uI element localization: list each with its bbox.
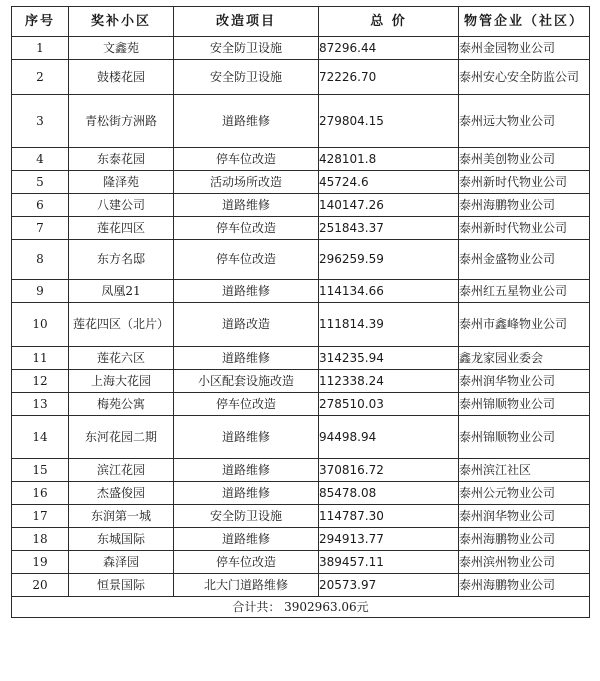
- property-company: 泰州滨州物业公司: [459, 551, 590, 574]
- property-company: 泰州远大物业公司: [459, 95, 590, 148]
- community-name: 上海大花园: [69, 370, 174, 393]
- table-row: [12, 95, 590, 148]
- header-community: 奖补小区: [69, 7, 174, 37]
- row-number: 17: [12, 505, 69, 528]
- property-company: 泰州锦顺物业公司: [459, 416, 590, 459]
- property-company: 泰州润华物业公司: [459, 505, 590, 528]
- row-number: 12: [12, 370, 69, 393]
- total-price: 296259.59: [319, 240, 459, 280]
- table-row: [12, 370, 590, 393]
- community-name: 莲花四区: [69, 217, 174, 240]
- property-company: 泰州美创物业公司: [459, 148, 590, 171]
- community-name: 东方名邸: [69, 240, 174, 280]
- row-number: 3: [12, 95, 69, 148]
- row-number: 16: [12, 482, 69, 505]
- total-price: 314235.94: [319, 347, 459, 370]
- community-name: 鼓楼花园: [69, 60, 174, 95]
- total-price: 140147.26: [319, 194, 459, 217]
- project-type: 停车位改造: [174, 551, 319, 574]
- property-company: 泰州市鑫峰物业公司: [459, 303, 590, 347]
- project-type: 安全防卫设施: [174, 505, 319, 528]
- table-row: [12, 240, 590, 280]
- project-type: 道路维修: [174, 95, 319, 148]
- table-row: [12, 528, 590, 551]
- property-company: 泰州新时代物业公司: [459, 217, 590, 240]
- row-number: 5: [12, 171, 69, 194]
- watermark-overlay: [516, 653, 594, 669]
- project-type: 道路维修: [174, 280, 319, 303]
- row-number: 20: [12, 574, 69, 597]
- header-row: [12, 7, 590, 37]
- total-price: 279804.15: [319, 95, 459, 148]
- subsidy-table: [11, 6, 590, 618]
- row-number: 8: [12, 240, 69, 280]
- row-number: 6: [12, 194, 69, 217]
- total-price: 87296.44: [319, 37, 459, 60]
- table-row: [12, 171, 590, 194]
- total-price: 111814.39: [319, 303, 459, 347]
- project-type: 北大门道路维修: [174, 574, 319, 597]
- table-row: [12, 60, 590, 95]
- header-company: 物管企业（社区）: [459, 7, 590, 37]
- property-company: 泰州滨江社区: [459, 459, 590, 482]
- total-amount: 合计共： 3902963.06元: [12, 597, 590, 618]
- total-price: 85478.08: [319, 482, 459, 505]
- property-company: 泰州锦顺物业公司: [459, 393, 590, 416]
- header-project: 改造项目: [174, 7, 319, 37]
- project-type: 道路维修: [174, 528, 319, 551]
- property-company: 泰州安心安全防监公司: [459, 60, 590, 95]
- property-company: 鑫龙家园业委会: [459, 347, 590, 370]
- total-price: 294913.77: [319, 528, 459, 551]
- row-number: 11: [12, 347, 69, 370]
- table-row: [12, 347, 590, 370]
- header-price: 总 价: [319, 7, 459, 37]
- row-number: 7: [12, 217, 69, 240]
- table-row: [12, 574, 590, 597]
- property-company: 泰州金盛物业公司: [459, 240, 590, 280]
- community-name: 滨江花园: [69, 459, 174, 482]
- header-no: 序号: [12, 7, 69, 37]
- row-number: 9: [12, 280, 69, 303]
- total-price: 94498.94: [319, 416, 459, 459]
- community-name: 凤凰21: [69, 280, 174, 303]
- table-row: [12, 416, 590, 459]
- row-number: 10: [12, 303, 69, 347]
- table-row: [12, 217, 590, 240]
- total-price: 251843.37: [319, 217, 459, 240]
- property-company: 泰州润华物业公司: [459, 370, 590, 393]
- community-name: 东城国际: [69, 528, 174, 551]
- total-price: 389457.11: [319, 551, 459, 574]
- project-type: 停车位改造: [174, 393, 319, 416]
- project-type: 活动场所改造: [174, 171, 319, 194]
- community-name: 东泰花园: [69, 148, 174, 171]
- total-price: 114134.66: [319, 280, 459, 303]
- property-company: 泰州公元物业公司: [459, 482, 590, 505]
- total-price: 112338.24: [319, 370, 459, 393]
- community-name: 恒景国际: [69, 574, 174, 597]
- property-company: 泰州红五星物业公司: [459, 280, 590, 303]
- property-company: 泰州海鹏物业公司: [459, 194, 590, 217]
- property-company: 泰州金园物业公司: [459, 37, 590, 60]
- table-row: [12, 148, 590, 171]
- total-price: 428101.8: [319, 148, 459, 171]
- row-number: 2: [12, 60, 69, 95]
- project-type: 道路改造: [174, 303, 319, 347]
- row-number: 19: [12, 551, 69, 574]
- row-number: 13: [12, 393, 69, 416]
- table-row: [12, 37, 590, 60]
- table-body: [12, 37, 590, 597]
- total-row: [12, 597, 590, 618]
- property-company: 泰州新时代物业公司: [459, 171, 590, 194]
- project-type: 道路维修: [174, 459, 319, 482]
- row-number: 18: [12, 528, 69, 551]
- table-row: [12, 551, 590, 574]
- project-type: 道路维修: [174, 194, 319, 217]
- project-type: 道路维修: [174, 482, 319, 505]
- table-row: [12, 505, 590, 528]
- total-price: 114787.30: [319, 505, 459, 528]
- community-name: 梅苑公寓: [69, 393, 174, 416]
- table-row: [12, 303, 590, 347]
- community-name: 文鑫苑: [69, 37, 174, 60]
- row-number: 14: [12, 416, 69, 459]
- community-name: 东河花园二期: [69, 416, 174, 459]
- table-row: [12, 459, 590, 482]
- community-name: 森泽园: [69, 551, 174, 574]
- row-number: 1: [12, 37, 69, 60]
- table-row: [12, 393, 590, 416]
- project-type: 停车位改造: [174, 217, 319, 240]
- total-price: 20573.97: [319, 574, 459, 597]
- project-type: 停车位改造: [174, 240, 319, 280]
- community-name: 莲花六区: [69, 347, 174, 370]
- community-name: 八建公司: [69, 194, 174, 217]
- table-row: [12, 482, 590, 505]
- property-company: 泰州海鹏物业公司: [459, 528, 590, 551]
- project-type: 小区配套设施改造: [174, 370, 319, 393]
- total-price: 370816.72: [319, 459, 459, 482]
- project-type: 停车位改造: [174, 148, 319, 171]
- total-price: 278510.03: [319, 393, 459, 416]
- project-type: 道路维修: [174, 347, 319, 370]
- community-name: 杰盛俊园: [69, 482, 174, 505]
- row-number: 15: [12, 459, 69, 482]
- table-row: [12, 194, 590, 217]
- community-name: 莲花四区（北片）: [69, 303, 174, 347]
- community-name: 隆泽苑: [69, 171, 174, 194]
- project-type: 道路维修: [174, 416, 319, 459]
- row-number: 4: [12, 148, 69, 171]
- property-company: 泰州海鹏物业公司: [459, 574, 590, 597]
- project-type: 安全防卫设施: [174, 60, 319, 95]
- total-price: 72226.70: [319, 60, 459, 95]
- total-price: 45724.6: [319, 171, 459, 194]
- community-name: 青松街方洲路: [69, 95, 174, 148]
- table-row: [12, 280, 590, 303]
- community-name: 东润第一城: [69, 505, 174, 528]
- project-type: 安全防卫设施: [174, 37, 319, 60]
